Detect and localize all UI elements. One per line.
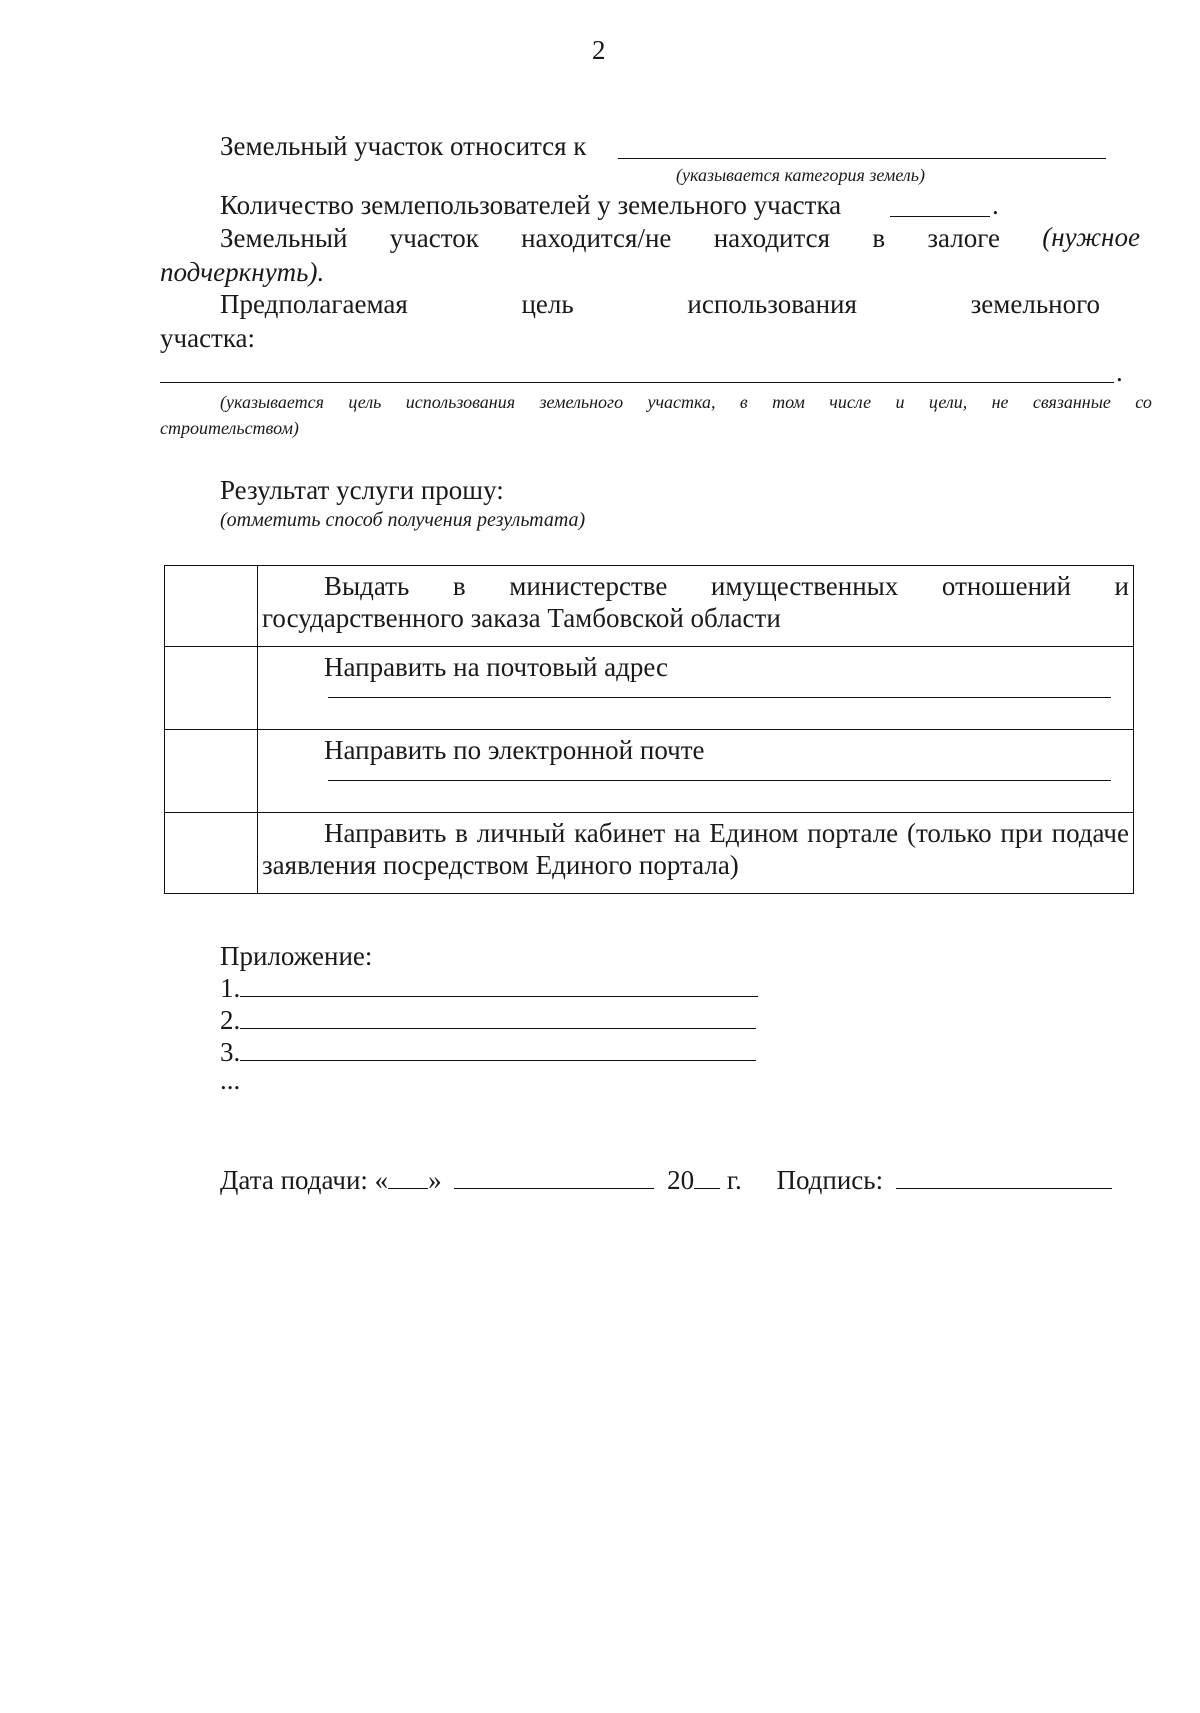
attachment-field[interactable] — [240, 972, 758, 997]
option-text: Направить по электронной почте — [324, 735, 705, 765]
purpose-word: земельного — [970, 289, 1100, 319]
attachment-number: 3. — [220, 1037, 241, 1067]
hint-word: в — [739, 392, 748, 412]
email-field[interactable] — [328, 780, 1111, 781]
purpose-hint-line2: строительством) — [160, 418, 299, 438]
day-field[interactable] — [388, 1164, 428, 1189]
hint-word: со — [1135, 392, 1152, 412]
page-number: 2 — [592, 35, 606, 65]
pledge-word: залоге — [927, 223, 1000, 253]
hint-word: и — [895, 392, 905, 412]
option-checkbox[interactable] — [165, 647, 258, 730]
option-cell — [258, 647, 1134, 730]
option-text: Направить на почтовый адрес — [324, 652, 669, 682]
purpose-word: Предполагаемая — [220, 289, 408, 319]
year-suffix: г. — [726, 1165, 742, 1195]
purpose-hint — [220, 390, 1152, 414]
result-label: Результат услуги прошу: — [220, 475, 504, 505]
purpose-line — [220, 288, 1100, 320]
land-category-field[interactable] — [618, 158, 1106, 159]
purpose-word: цель — [521, 289, 574, 319]
option-row — [165, 566, 1134, 647]
option-cell — [258, 730, 1134, 813]
hint-word: том — [772, 392, 805, 412]
option-checkbox[interactable] — [165, 813, 258, 894]
pledge-word: находится — [713, 223, 831, 253]
hint-word: не — [991, 392, 1009, 412]
attachments-label: Приложение: — [220, 941, 373, 971]
pledge-word: Земельный — [220, 223, 348, 253]
hint-word: участка, — [647, 392, 716, 412]
purpose-field[interactable] — [160, 382, 1114, 383]
option-text: Направить в личный кабинет на Едином портале (только при подаче заявления посредством Единого портала) — [258, 813, 1134, 894]
purpose-end: . — [1116, 357, 1123, 387]
pledge-word: в — [872, 223, 886, 253]
pledge-word: участок — [389, 223, 479, 253]
hint-word: числе — [829, 392, 872, 412]
option-checkbox[interactable] — [165, 566, 258, 647]
year-prefix: 20 — [667, 1165, 695, 1195]
option-row — [165, 647, 1134, 730]
pledge-line — [220, 222, 1140, 254]
purpose-word: использования — [687, 289, 857, 319]
users-count-end: . — [992, 190, 999, 220]
option-row — [165, 813, 1134, 894]
month-field[interactable] — [454, 1164, 654, 1189]
attachment-number: 1. — [220, 973, 241, 1003]
attachment-item-1 — [220, 972, 758, 1004]
submission-line — [220, 1164, 1112, 1196]
attachment-field[interactable] — [240, 1004, 756, 1029]
signature-field[interactable] — [896, 1164, 1112, 1189]
hint-word: цели, — [928, 392, 968, 412]
users-count-label: Количество землепользователей у земельного участка — [220, 190, 842, 220]
pledge-note-start: (нужное — [1042, 222, 1140, 252]
attachments-more: ... — [220, 1065, 241, 1095]
option-checkbox[interactable] — [165, 730, 258, 813]
postal-address-field[interactable] — [328, 697, 1111, 698]
land-category-label: Земельный участок относится к — [220, 131, 587, 161]
date-close: » — [428, 1165, 442, 1195]
pledge-word: находится/не — [521, 223, 672, 253]
users-count-field[interactable] — [890, 216, 990, 217]
delivery-options-table — [164, 565, 1134, 894]
option-row — [165, 730, 1134, 813]
purpose-line2: участка: — [160, 323, 256, 353]
result-hint: (отметить способ получения результата) — [220, 509, 586, 531]
option-text: Выдать в министерстве имущественных отношений и государственного заказа Тамбовской области — [258, 566, 1134, 647]
hint-word: земельного — [539, 392, 624, 412]
signature-label: Подпись: — [776, 1165, 884, 1195]
attachment-number: 2. — [220, 1005, 241, 1035]
hint-word: использования — [405, 392, 516, 412]
hint-word: цель — [348, 392, 382, 412]
hint-word: (указывается — [220, 392, 324, 412]
date-label: Дата подачи: « — [220, 1165, 389, 1195]
attachment-field[interactable] — [240, 1036, 756, 1061]
pledge-note-end: подчеркнуть). — [160, 257, 325, 287]
attachment-item-2 — [220, 1004, 756, 1036]
land-category-hint: (указывается категория земель) — [676, 165, 925, 185]
year-field[interactable] — [694, 1164, 720, 1189]
hint-word: связанные — [1032, 392, 1111, 412]
attachment-item-3 — [220, 1036, 756, 1068]
